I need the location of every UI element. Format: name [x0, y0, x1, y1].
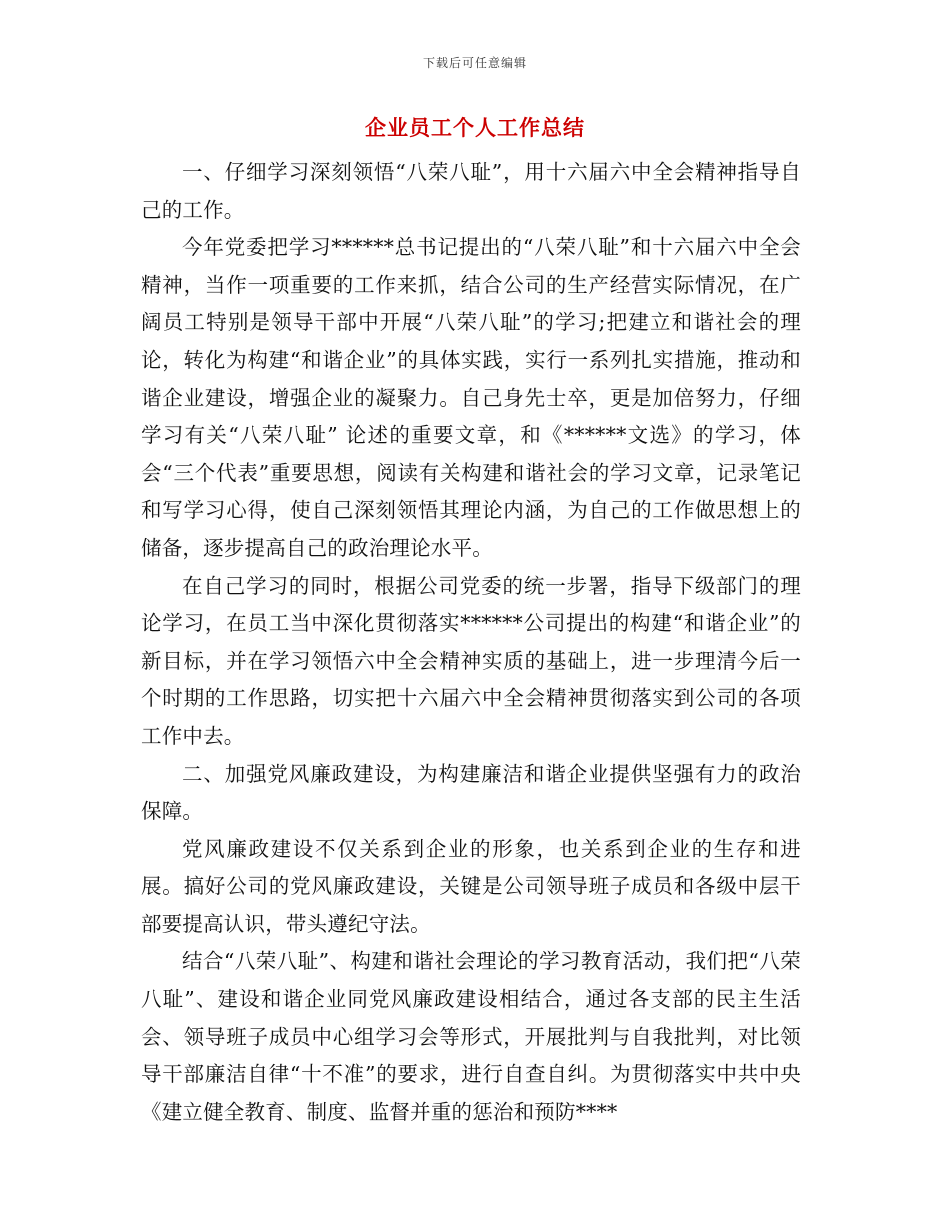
paragraph: 在自己学习的同时，根据公司党委的统一步署，指导下级部门的理论学习，在员工当中深化贯彻落实******公司提出的构建“和谐企业”的新目标，并在学习领悟六中全会精神实质的基础上，进一步理清今后一个时期的工作思路，切实把十六届六中全会精神贯彻落实到公司的各项工作中去。	[141, 573, 801, 748]
paragraph: 党风廉政建设不仅关系到企业的形象，也关系到企业的生存和进展。搞好公司的党风廉政建设，关键是公司领导班子成员和各级中层干部要提高认识，带头遵纪守法。	[141, 836, 801, 936]
paragraph: 结合“八荣八耻”、构建和谐社会理论的学习教育活动，我们把“八荣八耻”、建设和谐企业同党风廉政建设相结合，通过各支部的民主生活会、领导班子成员中心组学习会等形式，开展批判与自我批判，对比领导干部廉洁自律“十不准”的要求，进行自查自纠。为贯彻落实中共中央《建立健全教育、制度、监督并重的惩治和预防****	[141, 949, 801, 1124]
document-title: 企业员工个人工作总结	[365, 116, 585, 140]
paragraph: 二、加强党风廉政建设，为构建廉洁和谐企业提供坚强有力的政治保障。	[141, 761, 801, 824]
document-body	[141, 154, 801, 1131]
paragraph: 一、仔细学习深刻领悟“八荣八耻”，用十六届六中全会精神指导自己的工作。	[141, 160, 801, 222]
header-note: 下载后可任意编辑	[422, 56, 527, 70]
paragraph: 今年党委把学习******总书记提出的“八荣八耻”和十六届六中全会精神，当作一项重要的工作来抓，结合公司的生产经营实际情况，在广阔员工特别是领导干部中开展“八荣八耻”的学习;把建立和谐社会的理论，转化为构建“和谐企业”的具体实践，实行一系列扎实措施，推动和谐企业建设，增强企业的凝聚力。自己身先士卒，更是加倍努力，仔细学习有关“八荣八耻” 论述的重要文章，和《******文选》的学习，体会“三个代表”重要思想，阅读有关构建和谐社会的学习文章，记录笔记和写学习心得，使自己深刻领悟其理论内涵，为自己的工作做思想上的储备，逐步提高自己的政治理论水平。	[141, 235, 801, 560]
